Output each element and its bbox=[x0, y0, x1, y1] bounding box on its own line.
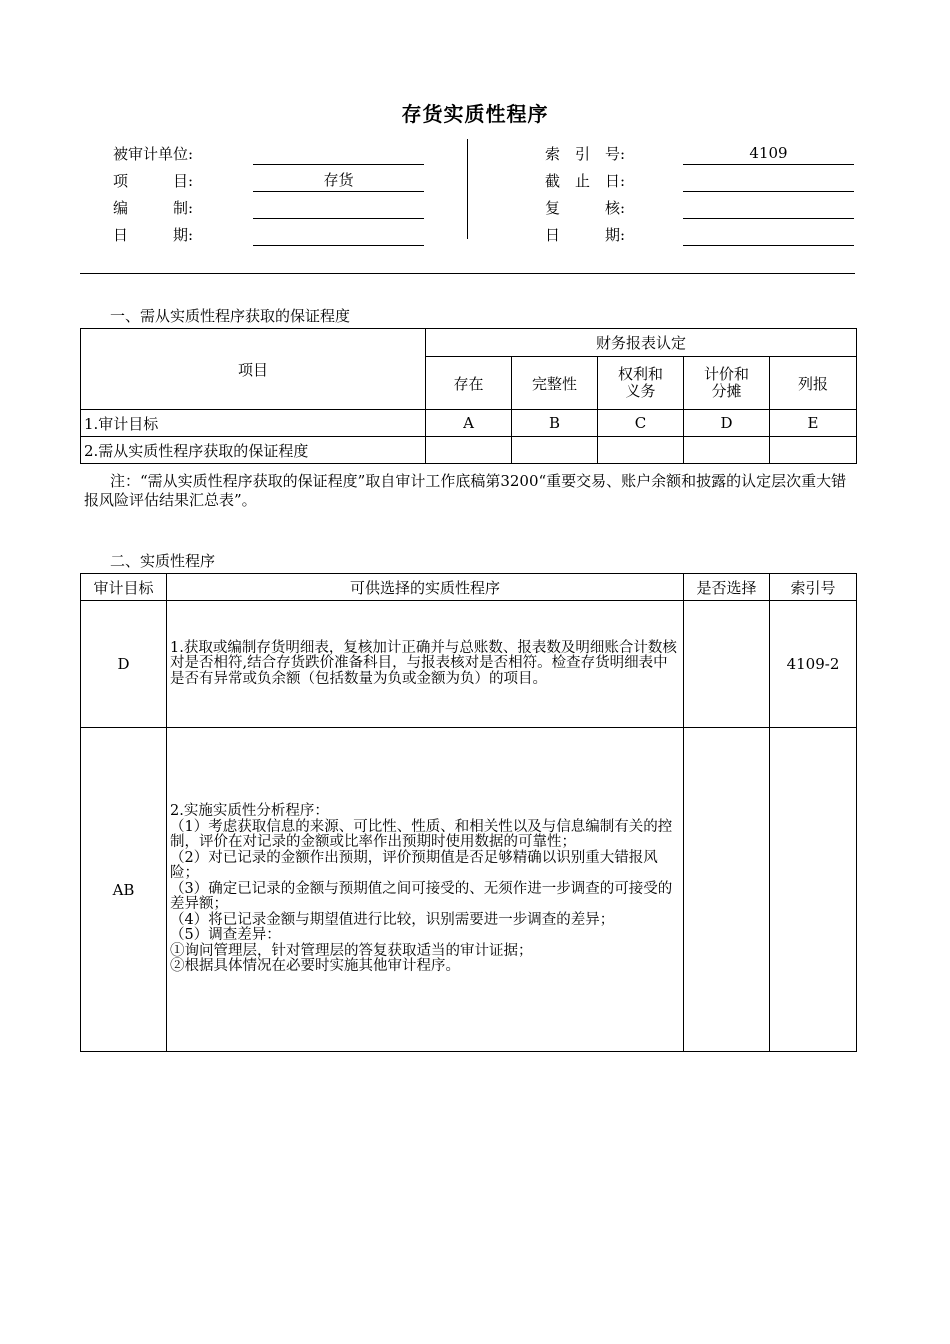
procedures-table bbox=[80, 573, 857, 1052]
value-audited-entity[interactable] bbox=[253, 142, 424, 165]
assurance-table bbox=[80, 328, 857, 464]
row1-value-d: D bbox=[684, 410, 770, 437]
procedure-line: （2）对已记录的金额作出预期，评价预期值是否足够精确以识别重大错报风险； bbox=[170, 849, 658, 882]
header-divider bbox=[467, 139, 468, 239]
col-valuation: 计价和 分摊 bbox=[684, 357, 770, 410]
hdr-objective: 审计目标 bbox=[81, 574, 167, 601]
value-cutoff-date[interactable] bbox=[683, 169, 854, 192]
col-presentation: 列报 bbox=[770, 357, 857, 410]
note-text: 注：“需从实质性程序获取的保证程度”取自审计工作底稿第3200“重要交易、账户余额和披露的认定层次重大错报风险评估结果汇总表”。 bbox=[84, 472, 847, 509]
row2-label: 2.需从实质性程序获取的保证程度 bbox=[81, 437, 426, 464]
row1-label: 1.审计目标 bbox=[81, 410, 426, 437]
section1-heading: 一、需从实质性程序获取的保证程度 bbox=[110, 307, 351, 325]
row1-value-b: B bbox=[512, 410, 598, 437]
procedure-line: （3）确定已记录的金额与预期值之间可接受的、无须作进一步调查的可接受的差异额； bbox=[170, 880, 673, 913]
label-cutoff-date: 截 止 日: bbox=[545, 172, 626, 190]
procedure-line: ①询问管理层，针对管理层的答复获取适当的审计证据； bbox=[170, 942, 533, 959]
label-audited-entity: 被审计单位: bbox=[113, 145, 194, 163]
label-item: 项 目: bbox=[113, 172, 194, 190]
value-prepared-by[interactable] bbox=[253, 196, 424, 219]
procedure-line: ②根据具体情况在必要时实施其他审计程序。 bbox=[170, 958, 460, 975]
hdr-selected: 是否选择 bbox=[684, 574, 770, 601]
procedure-line: （4）将已记录金额与期望值进行比较，识别需要进一步调查的差异； bbox=[170, 911, 615, 928]
label-date-left: 日 期: bbox=[113, 226, 194, 244]
row1-value-a: A bbox=[426, 410, 512, 437]
col-group-header: 财务报表认定 bbox=[426, 329, 857, 357]
value-index-no[interactable]: 4109 bbox=[683, 142, 854, 165]
row-index: 4109-2 bbox=[770, 601, 857, 728]
value-item[interactable]: 存货 bbox=[253, 169, 424, 192]
row2-value-1[interactable] bbox=[426, 437, 512, 464]
row1-value-c: C bbox=[598, 410, 684, 437]
row-selected[interactable] bbox=[684, 601, 770, 728]
col-item-header: 项目 bbox=[81, 329, 426, 410]
label-reviewer: 复 核: bbox=[545, 199, 626, 217]
procedure-line: 2.实施实质性分析程序： bbox=[170, 803, 329, 820]
procedure-line: （5）调查差异： bbox=[170, 927, 281, 944]
row2-value-4[interactable] bbox=[684, 437, 770, 464]
page-title: 存货实质性程序 bbox=[401, 102, 549, 126]
procedure-line: 1.获取或编制存货明细表，复核加计正确并与总账数、报表数及明细账合计数核对是否相符,结合存货跌价准备科目，与报表核对是否相符。检查存货明细表中是否有异常或负余额（包括数量为负或金额为负）的项目。 bbox=[170, 639, 677, 687]
label-prepared-by: 编 制: bbox=[113, 199, 194, 217]
row-index bbox=[770, 728, 857, 1052]
col-rights: 权利和 义务 bbox=[598, 357, 684, 410]
value-date-left[interactable] bbox=[253, 223, 424, 246]
section2-heading: 二、实质性程序 bbox=[110, 552, 216, 570]
value-date-right[interactable] bbox=[683, 223, 854, 246]
label-index-no: 索 引 号: bbox=[545, 145, 626, 163]
row-procedure bbox=[167, 728, 684, 1052]
row-objective: AB bbox=[81, 728, 167, 1052]
row2-value-5[interactable] bbox=[770, 437, 857, 464]
row-selected[interactable] bbox=[684, 728, 770, 1052]
value-reviewer[interactable] bbox=[683, 196, 854, 219]
row2-value-2[interactable] bbox=[512, 437, 598, 464]
row1-value-e: E bbox=[770, 410, 857, 437]
label-date-right: 日 期: bbox=[545, 226, 626, 244]
row-objective: D bbox=[81, 601, 167, 728]
header-rule bbox=[80, 273, 855, 274]
row-procedure bbox=[167, 601, 684, 728]
col-existence: 存在 bbox=[426, 357, 512, 410]
hdr-procedure: 可供选择的实质性程序 bbox=[167, 574, 684, 601]
hdr-index: 索引号 bbox=[770, 574, 857, 601]
row2-value-3[interactable] bbox=[598, 437, 684, 464]
procedure-line: （1）考虑获取信息的来源、可比性、性质、和相关性以及与信息编制有关的控制，评价在对记录的金额或比率作出预期时使用数据的可靠性； bbox=[170, 818, 673, 851]
col-completeness: 完整性 bbox=[512, 357, 598, 410]
